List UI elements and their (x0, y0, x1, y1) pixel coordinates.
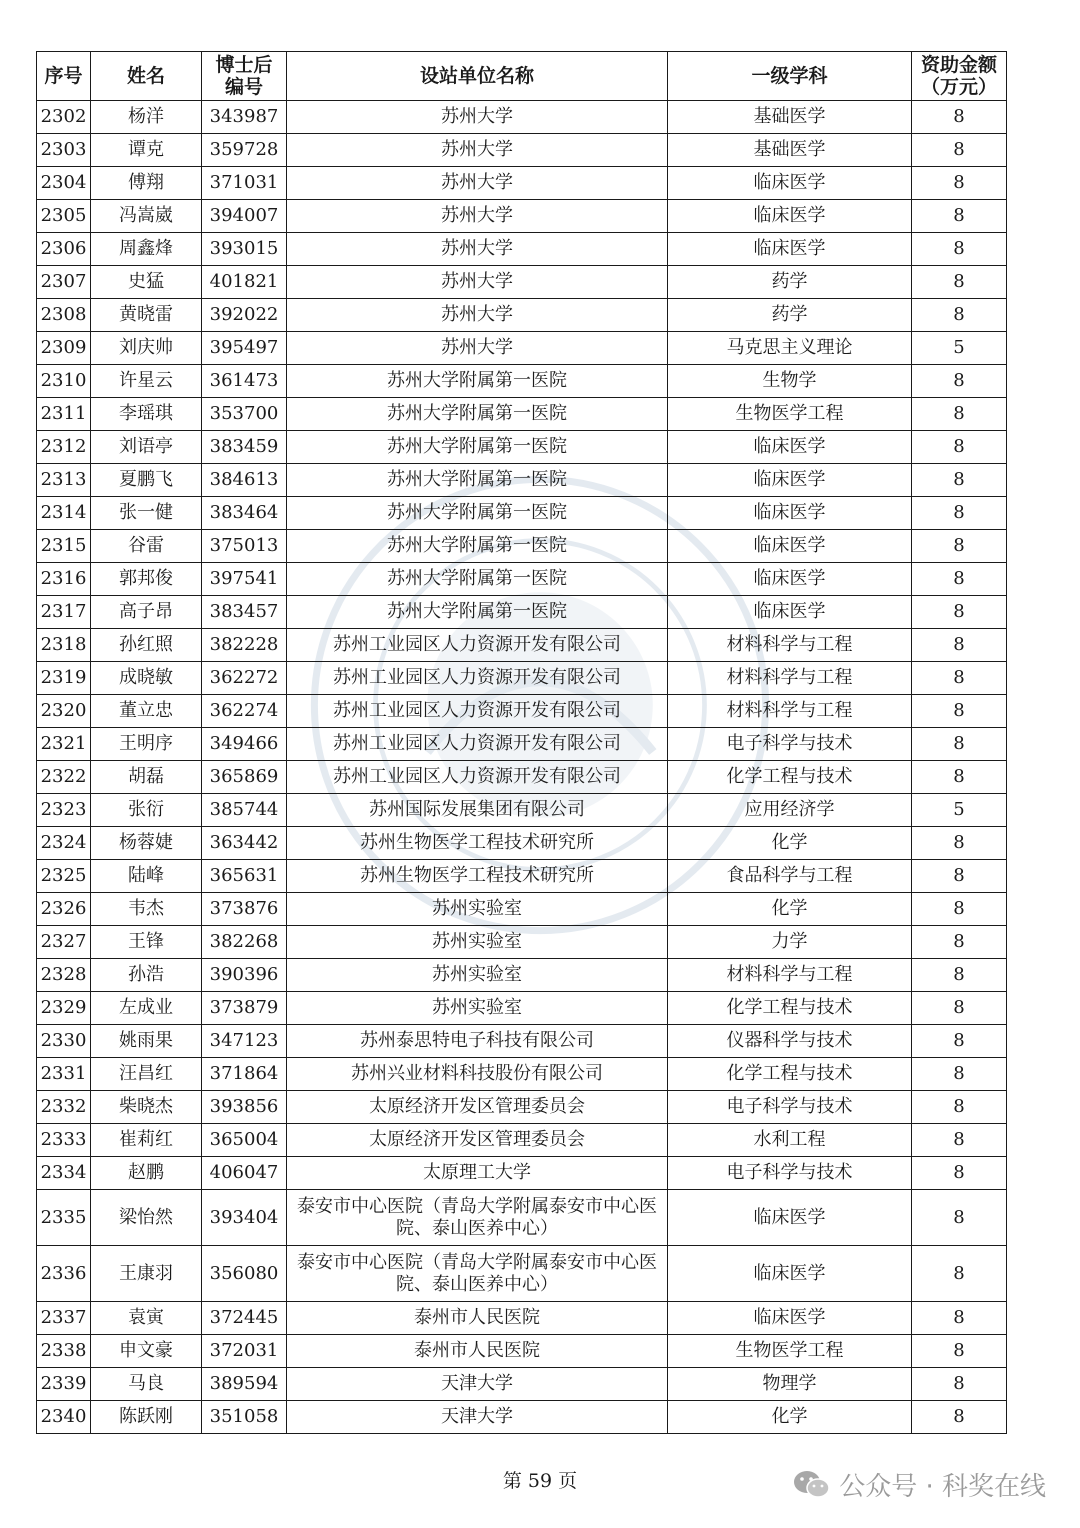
cell-postdoc-id: 383464 (202, 497, 287, 530)
cell-name: 成晓敏 (91, 662, 202, 695)
header-amount-line2: （万元） (920, 76, 997, 98)
table-row (37, 662, 1007, 695)
cell-seq: 2334 (37, 1157, 91, 1190)
table-row (37, 695, 1007, 728)
funding-table (36, 51, 1007, 1434)
cell-name: 崔莉红 (91, 1124, 202, 1157)
cell-seq: 2330 (37, 1025, 91, 1058)
cell-postdoc-id: 382268 (202, 926, 287, 959)
cell-subject: 临床医学 (668, 233, 912, 266)
cell-postdoc-id: 401821 (202, 266, 287, 299)
table-row (37, 728, 1007, 761)
cell-unit: 苏州实验室 (287, 893, 668, 926)
cell-postdoc-id: 382228 (202, 629, 287, 662)
cell-postdoc-id: 365004 (202, 1124, 287, 1157)
cell-name: 汪昌红 (91, 1058, 202, 1091)
header-amount-line1: 资助金额 (920, 54, 997, 76)
cell-amount: 8 (912, 926, 1007, 959)
cell-seq: 2328 (37, 959, 91, 992)
cell-unit: 苏州大学附属第一医院 (287, 398, 668, 431)
cell-unit: 苏州工业园区人力资源开发有限公司 (287, 761, 668, 794)
cell-postdoc-id: 392022 (202, 299, 287, 332)
cell-seq: 2313 (37, 464, 91, 497)
cell-subject: 化学工程与技术 (668, 761, 912, 794)
table-row (37, 959, 1007, 992)
cell-subject: 临床医学 (668, 431, 912, 464)
cell-postdoc-id: 363442 (202, 827, 287, 860)
cell-subject: 电子科学与技术 (668, 1091, 912, 1124)
cell-amount: 8 (912, 563, 1007, 596)
wechat-icon (793, 1469, 831, 1501)
cell-seq: 2306 (37, 233, 91, 266)
cell-subject: 临床医学 (668, 1246, 912, 1302)
table-row (37, 497, 1007, 530)
cell-subject: 应用经济学 (668, 794, 912, 827)
cell-name: 孙浩 (91, 959, 202, 992)
cell-postdoc-id: 384613 (202, 464, 287, 497)
cell-name: 高子昂 (91, 596, 202, 629)
cell-postdoc-id: 371864 (202, 1058, 287, 1091)
cell-seq: 2310 (37, 365, 91, 398)
cell-amount: 8 (912, 464, 1007, 497)
cell-unit: 苏州大学附属第一医院 (287, 563, 668, 596)
cell-name: 马良 (91, 1368, 202, 1401)
cell-name: 左成业 (91, 992, 202, 1025)
table-row (37, 1368, 1007, 1401)
cell-unit: 苏州实验室 (287, 992, 668, 1025)
cell-unit: 苏州工业园区人力资源开发有限公司 (287, 662, 668, 695)
table-row (37, 761, 1007, 794)
cell-seq: 2339 (37, 1368, 91, 1401)
header-postdoc-id (202, 52, 287, 101)
table-row (37, 893, 1007, 926)
cell-amount: 8 (912, 233, 1007, 266)
cell-subject: 临床医学 (668, 596, 912, 629)
cell-subject: 材料科学与工程 (668, 959, 912, 992)
cell-postdoc-id: 361473 (202, 365, 287, 398)
cell-seq: 2324 (37, 827, 91, 860)
cell-unit: 苏州兴业材料科技股份有限公司 (287, 1058, 668, 1091)
table-row (37, 1401, 1007, 1434)
cell-name: 孙红照 (91, 629, 202, 662)
cell-postdoc-id: 390396 (202, 959, 287, 992)
cell-subject: 基础医学 (668, 101, 912, 134)
cell-amount: 5 (912, 332, 1007, 365)
cell-name: 杨蓉婕 (91, 827, 202, 860)
cell-name: 谷雷 (91, 530, 202, 563)
cell-name: 柴晓杰 (91, 1091, 202, 1124)
cell-subject: 生物医学工程 (668, 398, 912, 431)
cell-amount: 8 (912, 134, 1007, 167)
table-row (37, 134, 1007, 167)
cell-seq: 2318 (37, 629, 91, 662)
table-row (37, 1302, 1007, 1335)
cell-name: 韦杰 (91, 893, 202, 926)
cell-name: 夏鹏飞 (91, 464, 202, 497)
cell-name: 袁寅 (91, 1302, 202, 1335)
cell-subject: 物理学 (668, 1368, 912, 1401)
table-row (37, 596, 1007, 629)
table-header-row (37, 52, 1007, 101)
cell-amount: 8 (912, 827, 1007, 860)
cell-seq: 2312 (37, 431, 91, 464)
table-row (37, 101, 1007, 134)
cell-unit: 太原经济开发区管理委员会 (287, 1091, 668, 1124)
cell-amount: 8 (912, 1368, 1007, 1401)
cell-subject: 临床医学 (668, 167, 912, 200)
cell-seq: 2305 (37, 200, 91, 233)
table-row (37, 827, 1007, 860)
cell-seq: 2321 (37, 728, 91, 761)
cell-name: 郭邦俊 (91, 563, 202, 596)
table-row (37, 794, 1007, 827)
cell-amount: 8 (912, 497, 1007, 530)
cell-amount: 8 (912, 1401, 1007, 1434)
cell-seq: 2304 (37, 167, 91, 200)
cell-subject: 生物医学工程 (668, 1335, 912, 1368)
cell-unit: 苏州生物医学工程技术研究所 (287, 860, 668, 893)
header-postdoc-id-line2: 编号 (224, 76, 263, 98)
cell-postdoc-id: 373879 (202, 992, 287, 1025)
cell-seq: 2331 (37, 1058, 91, 1091)
cell-unit: 苏州大学 (287, 299, 668, 332)
cell-name: 陆峰 (91, 860, 202, 893)
cell-postdoc-id: 397541 (202, 563, 287, 596)
cell-amount: 8 (912, 431, 1007, 464)
cell-amount: 8 (912, 1302, 1007, 1335)
cell-unit: 苏州大学附属第一医院 (287, 497, 668, 530)
table-row (37, 629, 1007, 662)
cell-subject: 材料科学与工程 (668, 662, 912, 695)
cell-amount: 8 (912, 266, 1007, 299)
cell-amount: 8 (912, 959, 1007, 992)
cell-unit: 苏州工业园区人力资源开发有限公司 (287, 629, 668, 662)
cell-seq: 2323 (37, 794, 91, 827)
cell-amount: 8 (912, 1124, 1007, 1157)
cell-name: 陈跃刚 (91, 1401, 202, 1434)
cell-subject: 临床医学 (668, 200, 912, 233)
table-row (37, 431, 1007, 464)
cell-unit: 苏州大学 (287, 200, 668, 233)
cell-name: 周鑫烽 (91, 233, 202, 266)
cell-postdoc-id: 375013 (202, 530, 287, 563)
cell-amount: 8 (912, 398, 1007, 431)
table-row (37, 167, 1007, 200)
cell-amount: 8 (912, 695, 1007, 728)
cell-subject: 临床医学 (668, 530, 912, 563)
cell-amount: 5 (912, 794, 1007, 827)
header-seq: 序号 (37, 52, 91, 101)
cell-subject: 临床医学 (668, 1302, 912, 1335)
cell-subject: 材料科学与工程 (668, 695, 912, 728)
cell-postdoc-id: 385744 (202, 794, 287, 827)
table-row (37, 1335, 1007, 1368)
cell-postdoc-id: 383459 (202, 431, 287, 464)
cell-name: 王明序 (91, 728, 202, 761)
cell-unit: 天津大学 (287, 1401, 668, 1434)
cell-unit: 苏州生物医学工程技术研究所 (287, 827, 668, 860)
cell-seq: 2333 (37, 1124, 91, 1157)
cell-seq: 2337 (37, 1302, 91, 1335)
cell-amount: 8 (912, 893, 1007, 926)
cell-seq: 2311 (37, 398, 91, 431)
cell-unit: 泰州市人民医院 (287, 1302, 668, 1335)
cell-name: 张衍 (91, 794, 202, 827)
cell-seq: 2322 (37, 761, 91, 794)
table-row (37, 1058, 1007, 1091)
table-row (37, 530, 1007, 563)
cell-postdoc-id: 393015 (202, 233, 287, 266)
cell-name: 张一健 (91, 497, 202, 530)
cell-seq: 2329 (37, 992, 91, 1025)
table-row (37, 1124, 1007, 1157)
cell-name: 梁怡然 (91, 1190, 202, 1246)
cell-unit: 苏州大学附属第一医院 (287, 431, 668, 464)
cell-unit: 天津大学 (287, 1368, 668, 1401)
cell-name: 傅翔 (91, 167, 202, 200)
cell-name: 谭克 (91, 134, 202, 167)
header-amount (912, 52, 1007, 101)
cell-unit: 苏州实验室 (287, 959, 668, 992)
cell-seq: 2340 (37, 1401, 91, 1434)
cell-amount: 8 (912, 1157, 1007, 1190)
cell-postdoc-id: 406047 (202, 1157, 287, 1190)
cell-name: 黄晓雷 (91, 299, 202, 332)
cell-postdoc-id: 393856 (202, 1091, 287, 1124)
cell-seq: 2302 (37, 101, 91, 134)
cell-seq: 2336 (37, 1246, 91, 1302)
cell-postdoc-id: 393404 (202, 1190, 287, 1246)
cell-postdoc-id: 394007 (202, 200, 287, 233)
header-subject: 一级学科 (668, 52, 912, 101)
cell-name: 杨洋 (91, 101, 202, 134)
cell-amount: 8 (912, 596, 1007, 629)
cell-seq: 2327 (37, 926, 91, 959)
cell-seq: 2320 (37, 695, 91, 728)
cell-postdoc-id: 365869 (202, 761, 287, 794)
cell-name: 申文豪 (91, 1335, 202, 1368)
cell-postdoc-id: 359728 (202, 134, 287, 167)
cell-subject: 化学工程与技术 (668, 1058, 912, 1091)
cell-seq: 2332 (37, 1091, 91, 1124)
table-row (37, 563, 1007, 596)
cell-amount: 8 (912, 530, 1007, 563)
cell-unit: 苏州大学附属第一医院 (287, 464, 668, 497)
cell-subject: 力学 (668, 926, 912, 959)
cell-seq: 2303 (37, 134, 91, 167)
cell-name: 王康羽 (91, 1246, 202, 1302)
cell-postdoc-id: 395497 (202, 332, 287, 365)
cell-amount: 8 (912, 299, 1007, 332)
cell-postdoc-id: 389594 (202, 1368, 287, 1401)
cell-seq: 2316 (37, 563, 91, 596)
cell-unit: 苏州国际发展集团有限公司 (287, 794, 668, 827)
cell-unit: 泰安市中心医院（青岛大学附属泰安市中心医院、泰山医养中心） (287, 1246, 668, 1302)
cell-postdoc-id: 383457 (202, 596, 287, 629)
table-row (37, 1091, 1007, 1124)
cell-name: 董立忠 (91, 695, 202, 728)
cell-amount: 8 (912, 200, 1007, 233)
cell-subject: 临床医学 (668, 464, 912, 497)
cell-seq: 2308 (37, 299, 91, 332)
cell-subject: 水利工程 (668, 1124, 912, 1157)
cell-postdoc-id: 362274 (202, 695, 287, 728)
table-row (37, 1157, 1007, 1190)
cell-amount: 8 (912, 728, 1007, 761)
cell-unit: 苏州实验室 (287, 926, 668, 959)
cell-postdoc-id: 356080 (202, 1246, 287, 1302)
account-watermark (793, 1466, 1046, 1503)
cell-subject: 临床医学 (668, 497, 912, 530)
cell-subject: 基础医学 (668, 134, 912, 167)
cell-amount: 8 (912, 992, 1007, 1025)
cell-seq: 2309 (37, 332, 91, 365)
cell-unit: 苏州大学附属第一医院 (287, 596, 668, 629)
cell-seq: 2338 (37, 1335, 91, 1368)
table-row (37, 992, 1007, 1025)
watermark-text: 公众号 · 科奖在线 (839, 1472, 1046, 1502)
cell-unit: 苏州大学 (287, 101, 668, 134)
cell-name: 许星云 (91, 365, 202, 398)
cell-postdoc-id: 372031 (202, 1335, 287, 1368)
cell-unit: 苏州工业园区人力资源开发有限公司 (287, 695, 668, 728)
table-row (37, 299, 1007, 332)
cell-amount: 8 (912, 1190, 1007, 1246)
cell-name: 刘庆帅 (91, 332, 202, 365)
cell-amount: 8 (912, 1246, 1007, 1302)
cell-subject: 材料科学与工程 (668, 629, 912, 662)
cell-amount: 8 (912, 1091, 1007, 1124)
cell-amount: 8 (912, 1335, 1007, 1368)
cell-subject: 化学 (668, 893, 912, 926)
cell-subject: 药学 (668, 266, 912, 299)
cell-name: 李瑶琪 (91, 398, 202, 431)
cell-subject: 马克思主义理论 (668, 332, 912, 365)
cell-subject: 化学 (668, 827, 912, 860)
cell-amount: 8 (912, 365, 1007, 398)
cell-subject: 化学 (668, 1401, 912, 1434)
cell-postdoc-id: 373876 (202, 893, 287, 926)
header-postdoc-id-line1: 博士后 (215, 54, 273, 76)
table-row (37, 926, 1007, 959)
table-row (37, 398, 1007, 431)
cell-amount: 8 (912, 860, 1007, 893)
cell-unit: 太原经济开发区管理委员会 (287, 1124, 668, 1157)
cell-postdoc-id: 362272 (202, 662, 287, 695)
cell-name: 胡磊 (91, 761, 202, 794)
page-number: 第 59 页 (502, 1470, 578, 1492)
table-row (37, 200, 1007, 233)
cell-seq: 2326 (37, 893, 91, 926)
cell-seq: 2315 (37, 530, 91, 563)
cell-unit: 苏州大学 (287, 332, 668, 365)
header-name: 姓名 (91, 52, 202, 101)
cell-amount: 8 (912, 761, 1007, 794)
cell-subject: 药学 (668, 299, 912, 332)
cell-seq: 2317 (37, 596, 91, 629)
cell-amount: 8 (912, 662, 1007, 695)
cell-subject: 电子科学与技术 (668, 728, 912, 761)
cell-amount: 8 (912, 629, 1007, 662)
cell-seq: 2335 (37, 1190, 91, 1246)
cell-unit: 太原理工大学 (287, 1157, 668, 1190)
table-row (37, 464, 1007, 497)
cell-subject: 食品科学与工程 (668, 860, 912, 893)
cell-seq: 2319 (37, 662, 91, 695)
cell-unit: 苏州泰思特电子科技有限公司 (287, 1025, 668, 1058)
cell-unit: 苏州大学 (287, 266, 668, 299)
table-row (37, 860, 1007, 893)
cell-name: 冯嵩崴 (91, 200, 202, 233)
cell-subject: 临床医学 (668, 1190, 912, 1246)
table-row (37, 365, 1007, 398)
cell-amount: 8 (912, 167, 1007, 200)
cell-unit: 苏州大学 (287, 134, 668, 167)
table-row (37, 233, 1007, 266)
cell-name: 刘语亭 (91, 431, 202, 464)
cell-subject: 化学工程与技术 (668, 992, 912, 1025)
table-row (37, 1246, 1007, 1302)
table-row (37, 1190, 1007, 1246)
cell-subject: 生物学 (668, 365, 912, 398)
cell-postdoc-id: 347123 (202, 1025, 287, 1058)
cell-seq: 2307 (37, 266, 91, 299)
cell-name: 赵鹏 (91, 1157, 202, 1190)
cell-subject: 电子科学与技术 (668, 1157, 912, 1190)
cell-amount: 8 (912, 1025, 1007, 1058)
header-unit: 设站单位名称 (287, 52, 668, 101)
cell-postdoc-id: 372445 (202, 1302, 287, 1335)
cell-postdoc-id: 343987 (202, 101, 287, 134)
cell-postdoc-id: 349466 (202, 728, 287, 761)
cell-amount: 8 (912, 101, 1007, 134)
table-body (37, 101, 1007, 1434)
cell-name: 王锋 (91, 926, 202, 959)
cell-unit: 泰州市人民医院 (287, 1335, 668, 1368)
cell-amount: 8 (912, 1058, 1007, 1091)
table-row (37, 266, 1007, 299)
cell-unit: 苏州大学附属第一医院 (287, 530, 668, 563)
cell-unit: 苏州大学 (287, 233, 668, 266)
cell-seq: 2325 (37, 860, 91, 893)
cell-name: 姚雨果 (91, 1025, 202, 1058)
table-row (37, 1025, 1007, 1058)
cell-unit: 苏州工业园区人力资源开发有限公司 (287, 728, 668, 761)
cell-postdoc-id: 365631 (202, 860, 287, 893)
cell-postdoc-id: 371031 (202, 167, 287, 200)
table-row (37, 332, 1007, 365)
cell-subject: 仪器科学与技术 (668, 1025, 912, 1058)
cell-unit: 苏州大学 (287, 167, 668, 200)
cell-postdoc-id: 353700 (202, 398, 287, 431)
cell-seq: 2314 (37, 497, 91, 530)
cell-unit: 苏州大学附属第一医院 (287, 365, 668, 398)
cell-unit: 泰安市中心医院（青岛大学附属泰安市中心医院、泰山医养中心） (287, 1190, 668, 1246)
cell-name: 史猛 (91, 266, 202, 299)
cell-subject: 临床医学 (668, 563, 912, 596)
cell-postdoc-id: 351058 (202, 1401, 287, 1434)
